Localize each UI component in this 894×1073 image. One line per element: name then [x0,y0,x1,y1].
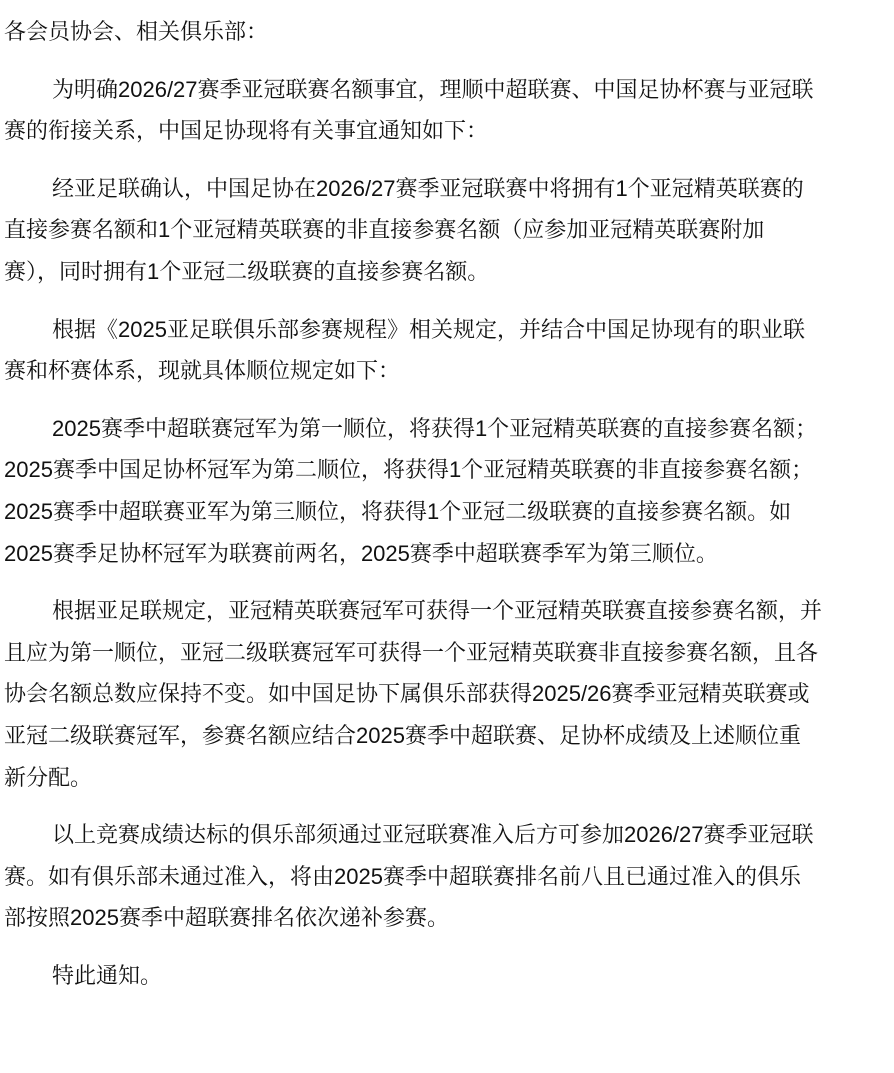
text-line: 亚冠二级联赛冠军，参赛名额应结合2025赛季中超联赛、足协杯成绩及上述顺位重 [4,722,801,748]
text-line: 经亚足联确认，中国足协在2026/27赛季亚冠联赛中将拥有1个亚冠精英联赛的 [52,175,804,201]
text-line: 2025赛季中超联赛冠军为第一顺位，将获得1个亚冠精英联赛的直接参赛名额； [52,415,818,441]
text-line: 2025赛季中国足协杯冠军为第二顺位，将获得1个亚冠精英联赛的非直接参赛名额； [4,457,814,483]
text-line: 为明确2026/27赛季亚冠联赛名额事宜，理顺中超联赛、中国足协杯赛与亚冠联 [52,76,814,102]
paragraph [4,172,894,297]
paragraph [4,313,894,396]
text-line: 赛和杯赛体系，现就具体顺位规定如下： [4,358,401,384]
text-line: 根据《2025亚足联俱乐部参赛规程》相关规定，并结合中国足协现有的职业联 [52,316,805,342]
paragraph [4,818,894,943]
text-line: 部按照2025赛季中超联赛排名依次递补参赛。 [4,905,449,931]
text-line: 协会名额总数应保持不变。如中国足协下属俱乐部获得2025/26赛季亚冠精英联赛或 [4,681,810,707]
text-line: 赛。如有俱乐部未通过准入，将由2025赛季中超联赛排名前八且已通过准入的俱乐 [4,863,801,889]
paragraph [4,594,894,802]
text-line: 2025赛季足协杯冠军为联赛前两名，2025赛季中超联赛季军为第三顺位。 [4,540,718,566]
text-line: 新分配。 [4,764,93,790]
text-line: 赛），同时拥有1个亚冠二级联赛的直接参赛名额。 [4,258,490,284]
salutation [4,15,894,57]
text-line: 根据亚足联规定，亚冠精英联赛冠军可获得一个亚冠精英联赛直接参赛名额，并 [52,598,823,624]
text-line: 以上竞赛成绩达标的俱乐部须通过亚冠联赛准入后方可参加2026/27赛季亚冠联 [52,822,814,848]
paragraph [4,412,894,578]
notice-document [4,15,894,1016]
paragraph [4,959,894,1001]
salutation-line: 各会员协会、相关俱乐部： [4,19,269,44]
text-line: 直接参赛名额和1个亚冠精英联赛的非直接参赛名额（应参加亚冠精英联赛附加 [4,217,765,243]
text-line: 2025赛季中超联赛亚军为第三顺位，将获得1个亚冠二级联赛的直接参赛名额。如 [4,498,792,524]
notice-body [4,73,894,1001]
text-line: 且应为第一顺位，亚冠二级联赛冠军可获得一个亚冠精英联赛非直接参赛名额，且各 [4,639,819,665]
text-line: 赛的衔接关系，中国足协现将有关事宜通知如下： [4,118,489,144]
text-line: 特此通知。 [52,962,163,988]
paragraph [4,73,894,156]
